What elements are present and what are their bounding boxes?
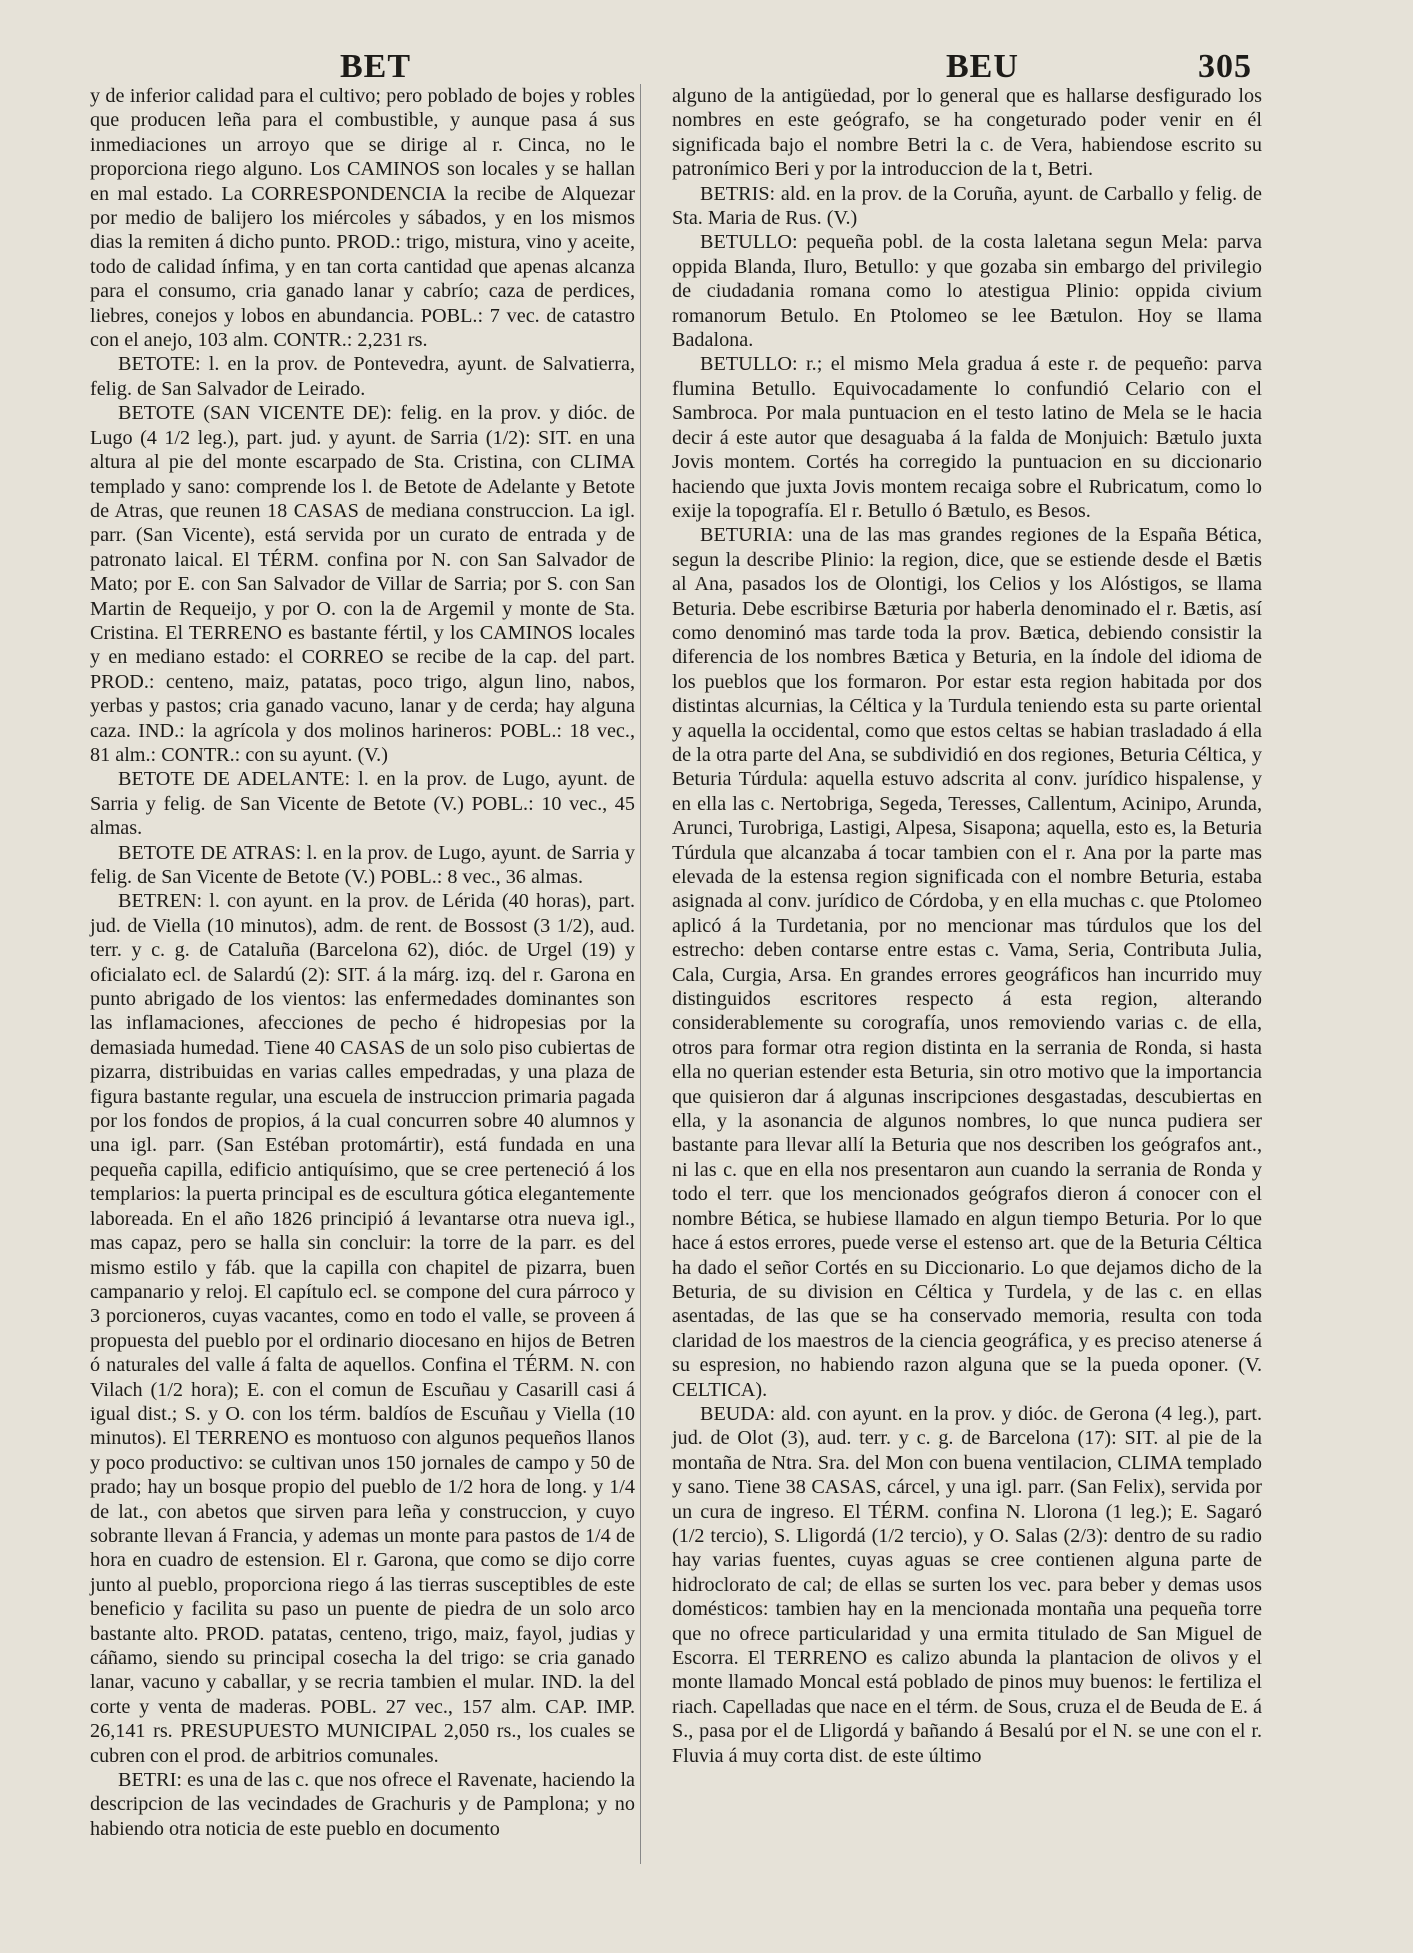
page-number: 305 — [1198, 48, 1252, 85]
entry-betote-san-vicente: BETOTE (SAN VICENTE DE): felig. en la prov. y dióc. de Lugo (4 1/2 leg.), part. jud. y ayunt. de Sarria (1/2): SIT. en una altura al pie del monte escarpado de Sta. Cristina, con CLIMA templado y sano: comprende los l. de Betote de Adelante y Betote de Atras, que reunen 18 CASAS de mediana construccion. La igl. parr. (San Vicente), está servida por un curato de entrada y de patronato laical. El TÉRM. confina por N. con San Salvador de Mato; por E. con San Salvador de Villar de Sarria; por S. con San Martin de Requeijo, y por O. con la de Argemil y monte de Sta. Cristina. El TERRENO es bastante fértil, y los CAMINOS locales y en mediano estado: el CORREO se recibe de la cap. del part. PROD.: centeno, maiz, patatas, poco trigo, algun lino, nabos, yerbas y pastos; cria ganado vacuno, lanar y de cerda; hay alguna caza. IND.: la agrícola y dos molinos harineros: POBL.: 18 vec., 81 alm.: CONTR.: con su ayunt. (V.) — [90, 402, 635, 766]
entry-betullo-rio: BETULLO: r.; el mismo Mela gradua á este r. de pequeño: parva flumina Betullo. Equivocadamente lo confundió Celario con el Sambroca. Por mala puntuacion en el testo latino de Mela se le hacia decir á este autor que desaguaba á la falda de Monjuich: Bætulo juxta Jovis montem. Cortés ha corregido la puntuacion en su diccionario haciendo que juxta Jovis montem recaiga sobre el Rubricatum, como lo exije la topografía. El r. Betullo ó Bætulo, es Besos. — [672, 353, 1262, 522]
entry-beuda: BEUDA: ald. con ayunt. en la prov. y dióc. de Gerona (4 leg.), part. jud. de Olot (3), aud. terr. y c. g. de Barcelona (17): SIT. al pie de la montaña de Ntra. Sra. del Mon con buena ventilacion, CLIMA templado y sano. Tiene 38 CASAS, cárcel, y una igl. parr. (San Felix), servida por un cura de ingreso. El TÉRM. confina N. Llorona (1 leg.); E. Sagaró (1/2 tercio), S. Lligordá (1/2 tercio), y O. Salas (2/3): dentro de su radio hay varias fuentes, cuyas aguas se cree contienen alguna parte de hidroclorato de cal; de ellas se surten los vec. para beber y demas usos domésticos: tambien hay en la mencionada montaña una pequeña torre que no ofrece particularidad y una ermita titulado de San Miguel de Escorra. El TERRENO es calizo abunda la plantacion de olivos y el monte llamado Moncal está poblado de pinos muy buenos: le fertiliza el riach. Capelladas que nace en el térm. de Sous, cruza el de Beuda de E. á S., pasa por el de Lligordá y bañando á Besalú por el N. se une con el r. Fluvia á muy corta dist. de este último — [672, 1402, 1262, 1767]
entry-betote-de-adelante: BETOTE DE ADELANTE: l. en la prov. de Lugo, ayunt. de Sarria y felig. de San Vicente de Betote (V.) POBL.: 10 vec., 45 almas. — [90, 768, 635, 840]
column-divider — [640, 84, 641, 1864]
entry-continuation: y de inferior calidad para el cultivo; pero poblado de bojes y robles que producen leña para el combustible, y aunque pasa á sus inmediaciones un arroyo que se dirige al r. Cinca, no le proporciona riego alguno. Los CAMINOS son locales y se hallan en mal estado. La CORRESPONDENCIA la recibe de Alquezar por medio de balijero los miércoles y sábados, y en los mismos dias la remiten á dicho punto. PROD.: trigo, mistura, vino y aceite, todo de calidad ínfima, y en tan corta cantidad que apenas alcanza para el consumo, cria ganado lanar y cabrío; caza de perdices, liebres, conejos y lobos en abundancia. POBL.: 7 vec. de catastro con el anejo, 103 alm. CONTR.: 2,231 rs. — [90, 85, 635, 352]
entry-betris: BETRIS: ald. en la prov. de la Coruña, ayunt. de Carballo y felig. de Sta. Maria de Rus. (V.) — [672, 182, 1262, 230]
entry-betri: BETRI: es una de las c. que nos ofrece el Ravenate, haciendo la descripcion de las vecindades de Grachuris y de Pamplona; y no habiendo otra noticia de este pueblo en documento — [90, 1769, 635, 1840]
right-column — [672, 84, 1262, 1768]
entry-beturia: BETURIA: una de las mas grandes regiones de la España Bética, segun la describe Plinio: la region, dice, que se estiende desde el Bætis al Ana, pasados los de Olontigi, los Celios y los Alóstigos, se llama Beturia. Debe escribirse Bæturia por haberla denominado el r. Bætis, así como denominó mas tarde toda la prov. Bætica, debiendo consistir la diferencia de los nombres Bætica y Beturia, en la índole del idioma de los pueblos que los formaron. Por estar esta region habitada por dos distintas alcurnias, la Céltica y la Turdula teniendo esta su parte oriental y aquella la occidental, como que estos celtas se habian trasladado á ella de la otra parte del Ana, se subdividió en dos regiones, Beturia Céltica, y Beturia Túrdula: aquella estuvo adscrita al conv. jurídico hispalense, y en ella las c. Nertobriga, Segeda, Teresses, Callentum, Acinipo, Arunda, Arunci, Turobriga, Lastigi, Alpesa, Sisapona; aquella, esto es, la Beturia Túrdula que alcanzaba á tocar tambien con el r. Ana por la parte mas elevada de la estensa region significada con el nombre Beturia, estaba asignada al conv. jurídico de Córdoba, y en ella muchas c. que Ptolomeo aplicó á la Turdetania, por no mencionar mas túrdulos que los del estrecho: deben contarse entre estas c. Vama, Seria, Contributa Julia, Cala, Curgia, Arsa. En grandes errores geográficos han incurrido muy distinguidos escritores respecto á esta region, alterando considerablemente su corografía, unos removiendo varias c. de ella, otros para formar otra region distinta en la serrania de Ronda, si hasta ella no querian estender esta Beturia, sin otro motivo que la importancia que quisieron dar á algunas inscripciones desgastadas, descubiertas en ella, y la asonancia de algunos nombres, lo que nunca pudiera ser bastante para llevar allí la Beturia que nos describen los geógrafos ant., ni las c. que en ella nos presentaron aun cuando la serrania de Ronda y todo el terr. que los mencionados geógrafos dieron á conocer con el nombre Bética, se hubiese llamado en algun tiempo Beturia. Por lo que hace á estos errores, puede verse el estenso art. que de la Beturia Céltica ha dado el señor Cortés en su Diccionario. Lo que dejamos dicho de la Beturia, de su division en Céltica y Turdela, y de las c. en ellas asentadas, de las que se ha conservado memoria, resulta con toda claridad de los maestros de la ciencia geográfica, y es preciso atenerse á su espresion, no habiendo razon alguna que se la pueda oponer. (V. CELTICA). — [672, 524, 1262, 1401]
entry-continuation: alguno de la antigüedad, por lo general que es hallarse desfigurado los nombres en este geógrafo, se ha congeturado poder venir en él significada bajo el nombre Betri la c. de Vera, habiendose escrito su patronímico Beri y por la introduccion de la t, Betri. — [672, 85, 1262, 181]
entry-betullo-pobl: BETULLO: pequeña pobl. de la costa laletana segun Mela: parva oppida Blanda, Iluro, Betullo: y que gozaba sin embargo del privilegio de ciudadania romana como lo atestigua Plinio: oppida civium romanorum Betulo. En Ptolomeo se lee Bætulon. Hoy se llama Badalona. — [672, 231, 1262, 352]
entry-betote-de-atras: BETOTE DE ATRAS: l. en la prov. de Lugo, ayunt. de Sarria y felig. de San Vicente de Betote (V.) POBL.: 8 vec., 36 almas. — [90, 841, 635, 888]
running-head-right: BEU — [946, 48, 1019, 85]
entry-betren: BETREN: l. con ayunt. en la prov. de Lérida (40 horas), part. jud. de Viella (10 minutos), adm. de rent. de Bossost (3 1/2), aud. terr. y c. g. de Cataluña (Barcelona 62), dióc. de Urgel (19) y oficialato ecl. de Salardú (2): SIT. á la márg. izq. del r. Garona en punto abrigado de los vientos: las enfermedades dominantes son las inflamaciones, afecciones de pecho é hidropesias por la demasiada humedad. Tiene 40 CASAS de un solo piso cubiertas de pizarra, distribuidas en varias calles empedradas, y una plaza de figura bastante regular, una escuela de instruccion primaria pagada por los fondos de propios, á la cual concurren sobre 40 alumnos y una igl. parr. (San Estéban protomártir), está fundada en una pequeña capilla, edificio antiquísimo, que se cree perteneció á los templarios: la puerta principal es de escultura gótica elegantemente laboreada. En el año 1826 principió á levantarse otra nueva igl., mas capaz, pero se halla sin concluir: la torre de la parr. es del mismo estilo y fáb. que la capilla con chapitel de pizarra, buen campanario y reloj. El capítulo ecl. se compone del cura párroco y 3 porcioneros, cuyas vacantes, como en todo el valle, se proveen á propuesta del pueblo por el ordinario diocesano en hijos de Betren ó naturales del valle á falta de aquellos. Confina el TÉRM. N. con Vilach (1/2 hora); E. con el comun de Escuñau y Casarill casi á igual dist.; S. y O. con los térm. baldíos de Escuñau y Viella (10 minutos). El TERRENO es montuoso con algunos pequeños llanos y poco productivo: se cultivan unos 150 jornales de campo y 50 de prado; hay un bosque propio del pueblo de 1/2 hora de long. y 1/4 de lat., con abetos que sirven para leña y construccion, y cuyo sobrante llevan á Francia, y ademas un monte para pastos de 1/4 de hora en cuadro de estension. El r. Garona, que como se dijo corre junto al pueblo, proporciona riego á las tierras susceptibles de este beneficio y facilita su paso un puente de piedra de un solo arco bastante alto. PROD. patatas, centeno, trigo, maiz, fayol, judias y cáñamo, siendo su principal cosecha la del trigo: se cria ganado lanar, vacuno y caballar, y se recria tambien el mular. IND. la del corte y venta de maderas. POBL. 27 vec., 157 alm. CAP. IMP. 26,141 rs. PRESUPUESTO MUNICIPAL 2,050 rs., los cuales se cubren con el prod. de arbitrios comunales. — [90, 890, 635, 1767]
left-column — [90, 84, 635, 1841]
entry-betote: BETOTE: l. en la prov. de Pontevedra, ayunt. de Salvatierra, felig. de San Salvador de Leirado. — [90, 353, 635, 400]
running-head-left: BET — [340, 48, 412, 85]
